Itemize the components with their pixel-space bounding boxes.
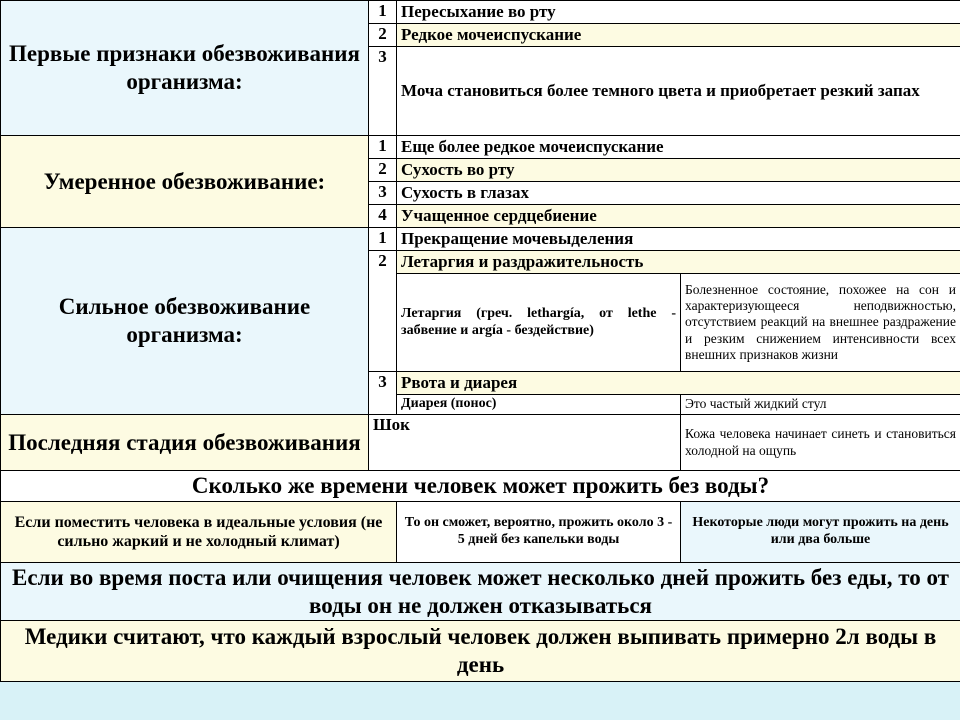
lethargy-definition: Болезненное состояние, похожее на сон и характеризующееся неподвижностью, отсутствием реакций на внешнее раздражение и резким снижением интенсивности всех внешних признаков жизни — [681, 274, 960, 372]
section3-item-num: 2 — [369, 251, 397, 372]
section2-item-num: 3 — [369, 182, 397, 205]
section3-item-num: 3 — [369, 372, 397, 415]
section2-item-num: 1 — [369, 136, 397, 159]
survival-question: Сколько же времени человек может прожить без воды? — [1, 471, 960, 502]
section4-title: Последняя стадия обезвоживания — [1, 415, 369, 471]
section1-title: Первые признаки обезвоживания организма: — [1, 1, 369, 136]
lethargy-term: Летаргия (греч. lethargía, от lethe - забвение и argía - бездействие) — [397, 274, 681, 372]
diarrhea-definition: Это частый жидкий стул — [681, 395, 960, 415]
section1-item-num: 1 — [369, 1, 397, 24]
section1-item-num: 2 — [369, 24, 397, 47]
section3-item: Летаргия и раздражительность — [397, 251, 960, 274]
ideal-conditions: Если поместить человека в идеальные условия (не сильно жаркий и не холодный климат) — [1, 502, 397, 563]
section3-item-num: 1 — [369, 228, 397, 251]
shock-label: Шок — [369, 415, 681, 471]
section2-title: Умеренное обезвоживание: — [1, 136, 369, 228]
section2-item: Учащенное сердцебиение — [397, 205, 960, 228]
section3-title: Сильное обезвоживание организма: — [1, 228, 369, 415]
some-people-note: Некоторые люди могут прожить на день или два больше — [681, 502, 960, 563]
section1-item: Пересыхание во рту — [397, 1, 960, 24]
section2-item-num: 4 — [369, 205, 397, 228]
section2-item-num: 2 — [369, 159, 397, 182]
shock-definition: Кожа человека начинает синеть и становиться холодной на ощупь — [681, 415, 960, 471]
section3-item: Рвота и диарея — [397, 372, 960, 395]
section2-item: Еще более редкое мочеиспускание — [397, 136, 960, 159]
fasting-note: Если во время поста или очищения человек может несколько дней прожить без еды, то от воды он не должен отказываться — [1, 563, 960, 621]
diarrhea-term: Диарея (понос) — [397, 395, 681, 415]
background-strip — [0, 690, 960, 720]
section2-item: Сухость в глазах — [397, 182, 960, 205]
section1-item: Моча становиться более темного цвета и приобретает резкий запах — [397, 47, 960, 136]
section3-item: Прекращение мочевыделения — [397, 228, 960, 251]
medics-note: Медики считают, что каждый взрослый человек должен выпивать примерно 2л воды в день — [1, 621, 960, 682]
section1-item: Редкое мочеиспускание — [397, 24, 960, 47]
survival-days: То он сможет, вероятно, прожить около 3 - 5 дней без капельки воды — [397, 502, 681, 563]
section1-item-num: 3 — [369, 47, 397, 136]
section2-item: Сухость во рту — [397, 159, 960, 182]
